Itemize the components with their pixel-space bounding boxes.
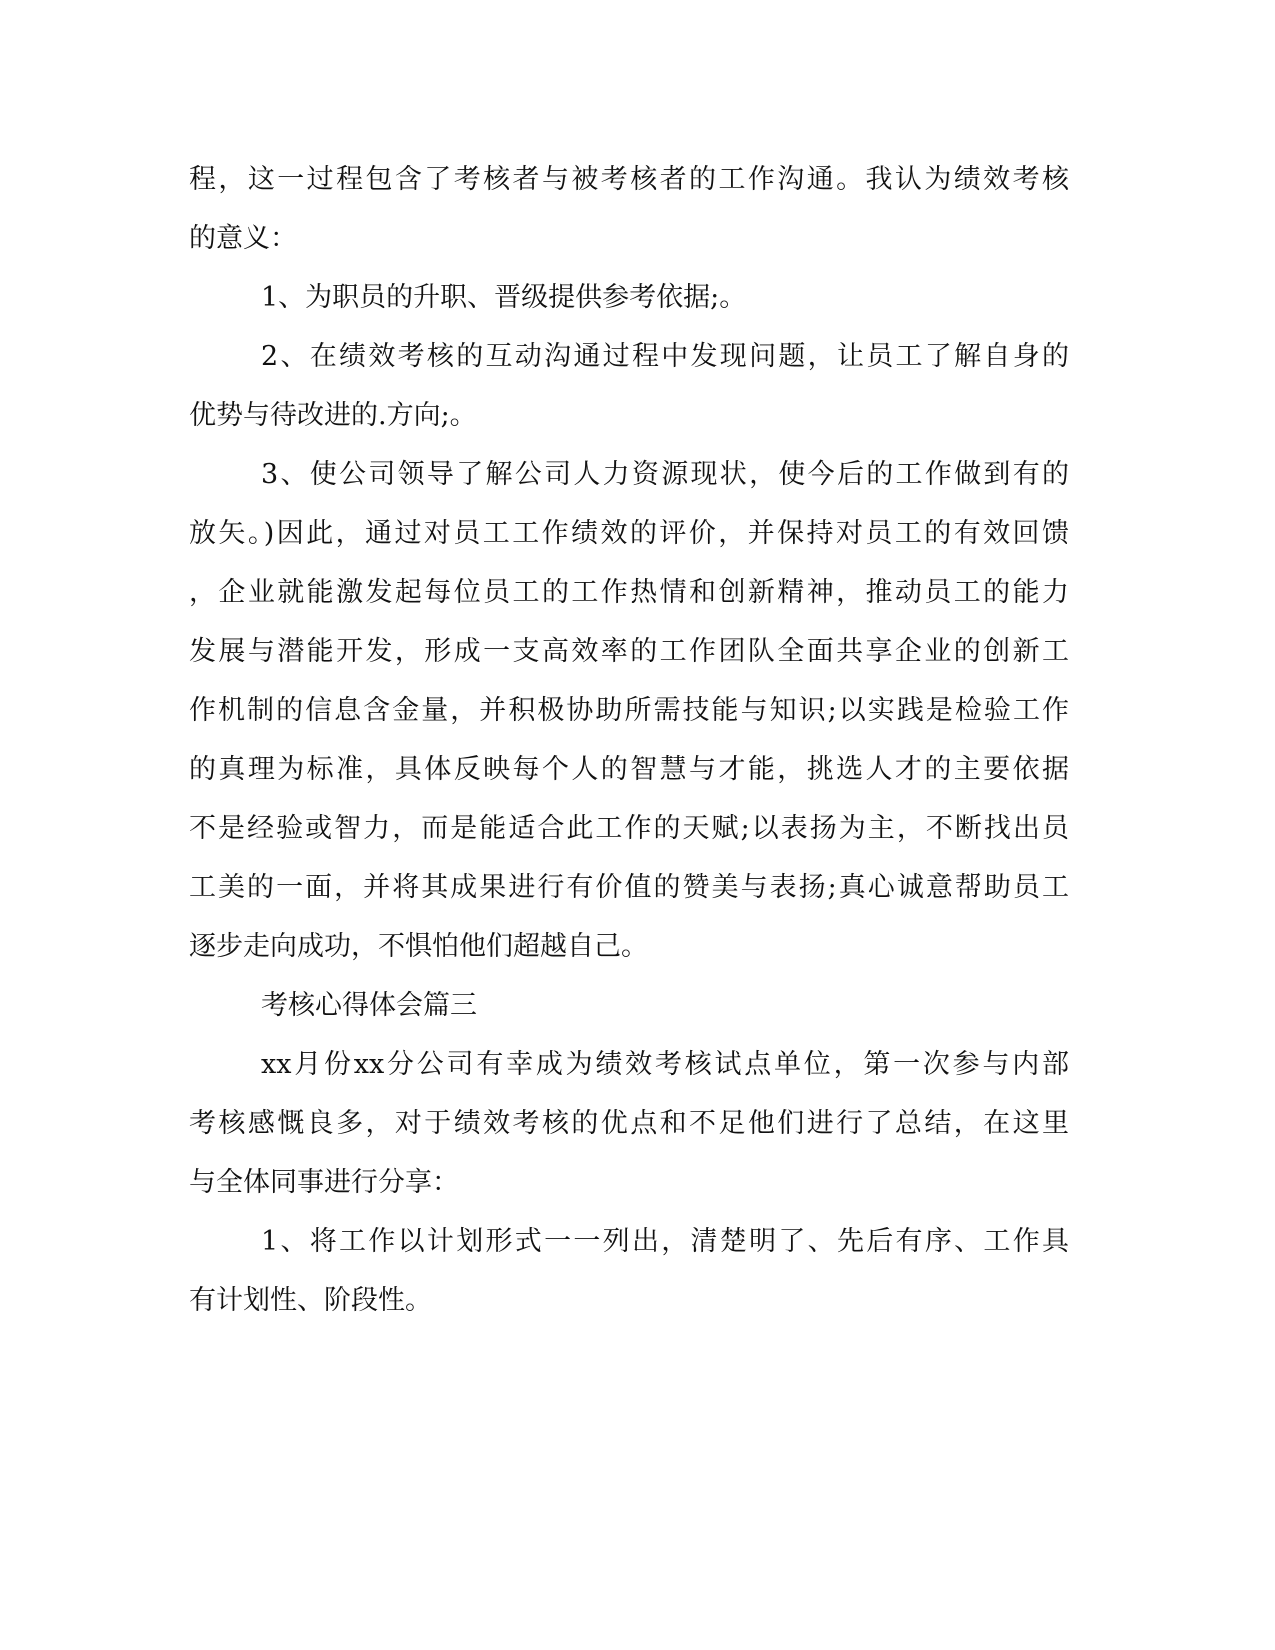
body-text-line: 发展与潜能开发，形成一支高效率的工作团队全面共享企业的创新工: [189, 636, 1069, 667]
body-text-line: 有计划性、阶段性。: [189, 1285, 432, 1316]
body-text-line: 优势与待改进的.方向;。: [189, 400, 477, 431]
body-text-line: 逐步走向成功，不惧怕他们超越自己。: [189, 931, 648, 962]
body-text-line: 不是经验或智力，而是能适合此工作的天赋;以表扬为主，不断找出员: [189, 813, 1069, 844]
body-text-line: 工美的一面，并将其成果进行有价值的赞美与表扬;真心诚意帮助员工: [189, 872, 1069, 903]
list-item: 1、将工作以计划形式一一列出，清楚明了、先后有序、工作具: [261, 1226, 1069, 1257]
list-item: 2、在绩效考核的互动沟通过程中发现问题，让员工了解自身的: [261, 341, 1069, 372]
body-text-line: 作机制的信息含金量，并积极协助所需技能与知识;以实践是检验工作: [189, 695, 1069, 726]
body-text-line: 放矢。)因此，通过对员工工作绩效的评价，并保持对员工的有效回馈: [189, 518, 1069, 549]
body-text-line: 与全体同事进行分享：: [189, 1167, 459, 1198]
body-text-line: xx月份xx分公司有幸成为绩效考核试点单位，第一次参与内部: [261, 1049, 1069, 1080]
body-text-line: 的意义：: [189, 223, 297, 254]
body-text-line: 考核感慨良多，对于绩效考核的优点和不足他们进行了总结，在这里: [189, 1108, 1069, 1139]
body-text-line: 的真理为标准，具体反映每个人的智慧与才能，挑选人才的主要依据: [189, 754, 1069, 785]
list-item: 3、使公司领导了解公司人力资源现状，使今后的工作做到有的: [261, 459, 1069, 490]
body-text-line: 程，这一过程包含了考核者与被考核者的工作沟通。我认为绩效考核: [189, 164, 1069, 195]
body-text-line: ，企业就能激发起每位员工的工作热情和创新精神，推动员工的能力: [189, 577, 1069, 608]
list-item: 1、为职员的升职、晋级提供参考依据;。: [261, 282, 747, 313]
section-heading: 考核心得体会篇三: [261, 990, 477, 1021]
